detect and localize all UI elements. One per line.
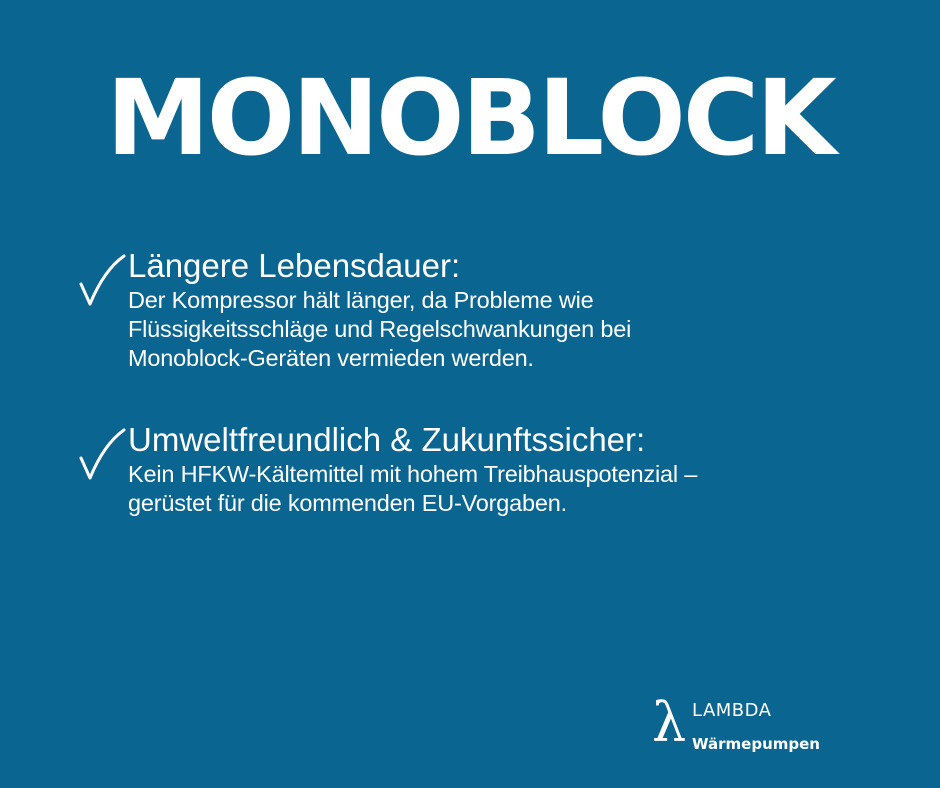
logo-tagline: Wärmepumpen [692, 735, 820, 753]
feature-text-line: Der Kompressor hält länger, da Probleme wie [128, 287, 594, 313]
logo-brand-name: LAMBDA [692, 700, 772, 721]
checkmark-icon [78, 428, 126, 480]
checkmark-icon [78, 254, 126, 306]
feature-text-line: gerüstet für die kommenden EU-Vorgaben. [128, 490, 567, 516]
feature-item-lebensdauer [78, 246, 838, 373]
feature-text-line: Monoblock-Geräten vermieden werden. [128, 345, 534, 371]
lambda-logo [652, 693, 852, 763]
feature-heading: Umweltfreundlich & Zukunftssicher: [128, 421, 646, 458]
feature-text [128, 460, 838, 518]
feature-heading: Längere Lebensdauer: [128, 247, 461, 284]
feature-text [128, 286, 838, 373]
lambda-symbol-icon: λ [652, 691, 687, 754]
feature-item-umweltfreundlich [78, 420, 838, 518]
feature-text-line: Kein HFKW-Kältemittel mit hohem Treibhauspotenzial – [128, 461, 698, 487]
page-title: MONOBLOCK [106, 57, 834, 179]
feature-text-line: Flüssigkeitsschläge und Regelschwankungen bei [128, 316, 632, 342]
